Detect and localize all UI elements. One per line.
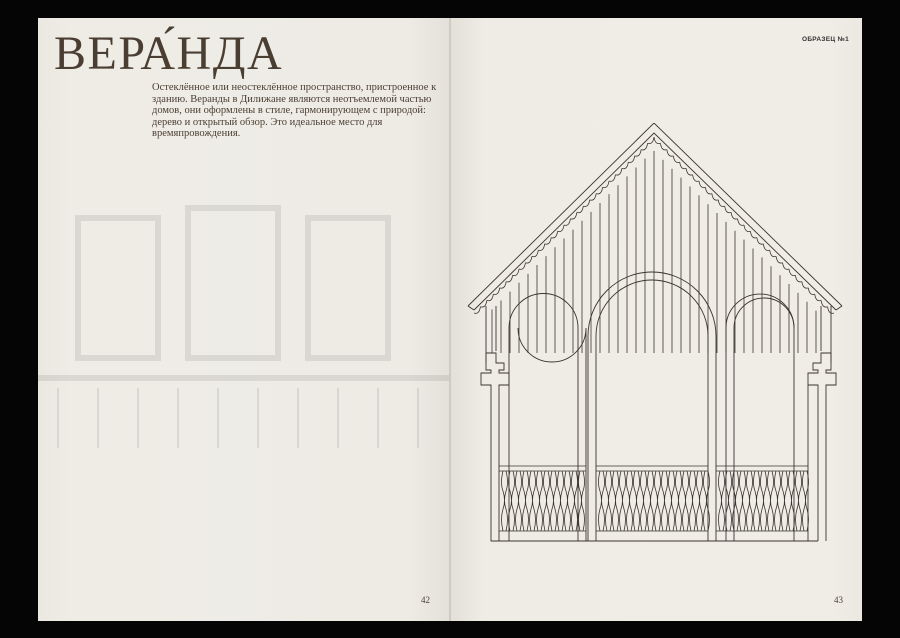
left-page xyxy=(38,18,449,621)
right-page xyxy=(451,18,862,621)
page-number-right: 43 xyxy=(834,595,843,605)
veranda-line-drawing-icon xyxy=(466,123,856,548)
faded-veranda-photo xyxy=(38,198,449,458)
page-number-left: 42 xyxy=(421,595,430,605)
page-title: ВЕРА́НДА xyxy=(54,27,284,80)
intro-paragraph: Остеклённое или неостеклённое пространство, пристроенное к зданию. Веранды в Дилижане являются неотъемлемой частью домов, они оформлены в стиле, гармонирующем с природой: дерево и открытый обзор. Это идеальное место для времяпровождения. xyxy=(152,82,437,140)
sample-label: ОБРАЗЕЦ №1 xyxy=(801,36,849,43)
